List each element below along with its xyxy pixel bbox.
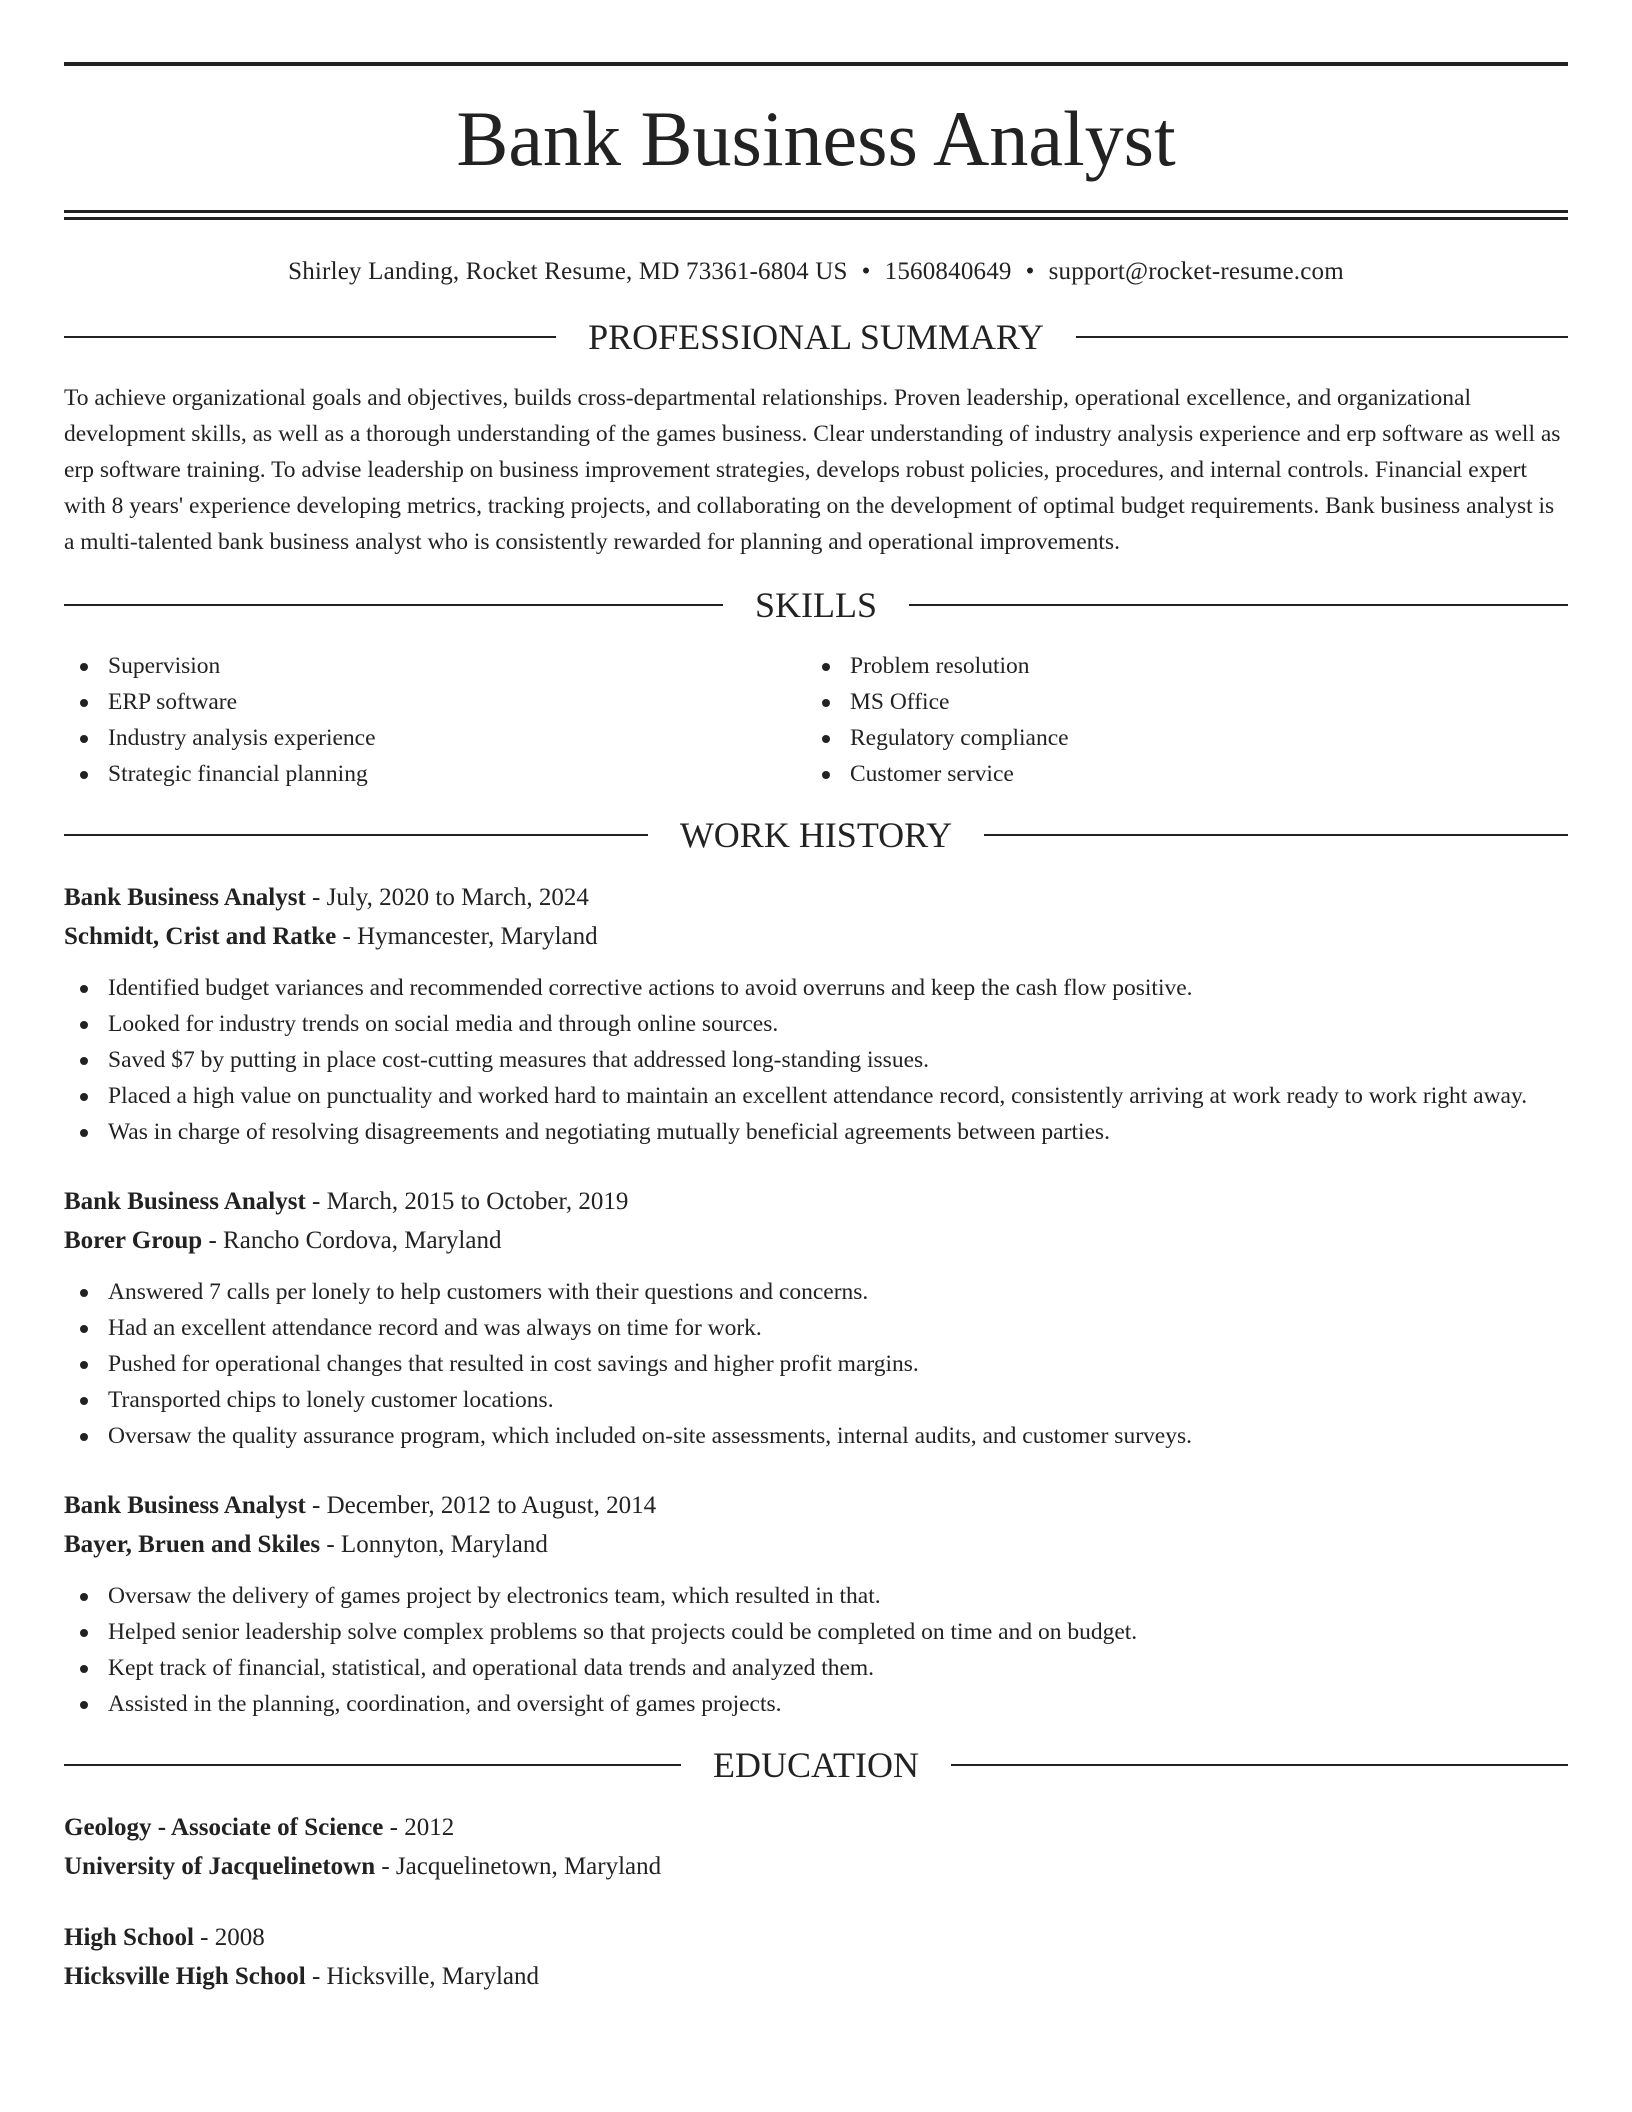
education-location: - Jacquelinetown, Maryland [375,1853,662,1880]
education-school: University of Jacquelinetown [64,1853,376,1880]
education-degree: High School [64,1924,194,1951]
contact-email[interactable]: support@rocket-resume.com [1048,258,1344,285]
job-bullet: Looked for industry trends on social media and through online sources. [64,1006,1568,1042]
education-school-line [64,1847,1568,1886]
education-entry [64,1918,1568,1996]
job-bullet: Saved $7 by putting in place cost-cutting measures that addressed long-standing issues. [64,1042,1568,1078]
job-bullet: Helped senior leadership solve complex problems so that projects could be completed on time and on budget. [64,1614,1568,1650]
section-rule-right [1076,336,1568,338]
resume-title: Bank Business Analyst [456,95,1176,182]
education-school: Hicksville High School [64,1963,306,1990]
education-year: - 2012 [383,1814,455,1841]
section-rule-right [951,1764,1568,1766]
skills-list [64,648,1568,792]
section-rule-left [64,1764,681,1766]
skills-column-right [806,648,1548,792]
job-company-line [64,917,1568,956]
job-title-line [64,1182,1568,1221]
job-location: - Hymancester, Maryland [336,923,598,950]
job-company-line [64,1221,1568,1260]
section-rule-right [909,604,1568,606]
section-rule-left [64,604,723,606]
job-title: Bank Business Analyst [64,1188,306,1215]
job-company: Schmidt, Crist and Ratke [64,923,337,950]
skill-item: Supervision [64,648,806,684]
job-bullet: Oversaw the delivery of games project by electronics team, which resulted in that. [64,1578,1568,1614]
summary-section-header [64,316,1568,358]
job-location: - Rancho Cordova, Maryland [202,1227,502,1254]
job-bullet: Kept track of financial, statistical, and operational data trends and analyzed them. [64,1650,1568,1686]
section-rule-right [984,834,1568,836]
job-title: Bank Business Analyst [64,1492,306,1519]
job-company: Bayer, Bruen and Skiles [64,1531,321,1558]
education-year: - 2008 [193,1924,265,1951]
job-entry [64,1182,1568,1454]
job-bullet: Assisted in the planning, coordination, and oversight of games projects. [64,1686,1568,1722]
skills-heading: SKILLS [755,585,878,625]
skill-item: MS Office [806,684,1548,720]
education-degree-line [64,1808,1568,1847]
job-bullets [64,1274,1568,1454]
work-section-header [64,814,1568,856]
job-dates: - December, 2012 to August, 2014 [305,1492,657,1519]
skill-item: Regulatory compliance [806,720,1548,756]
job-bullets [64,1578,1568,1722]
education-entry [64,1808,1568,1886]
job-bullet: Identified budget variances and recommended corrective actions to avoid overruns and keep the cash flow positive. [64,970,1568,1006]
section-rule-left [64,834,648,836]
skills-section-header [64,584,1568,626]
education-degree-line [64,1918,1568,1957]
job-bullet: Oversaw the quality assurance program, which included on-site assessments, internal audits, and customer surveys. [64,1418,1568,1454]
job-company: Borer Group [64,1227,203,1254]
contact-phone: 1560840649 [884,258,1012,285]
job-company-line [64,1525,1568,1564]
job-title-line [64,878,1568,917]
job-title-line [64,1486,1568,1525]
job-bullet: Answered 7 calls per lonely to help customers with their questions and concerns. [64,1274,1568,1310]
contact-separator: • [861,258,871,285]
contact-address: Shirley Landing, Rocket Resume, MD 73361-6804 US [288,258,848,285]
skill-item: Industry analysis experience [64,720,806,756]
contact-separator: • [1025,258,1035,285]
top-rule [64,62,1568,66]
contact-line [64,258,1568,286]
education-heading: EDUCATION [713,1745,919,1785]
education-section-header [64,1744,1568,1786]
education-school-line [64,1957,1568,1996]
education-degree: Geology - Associate of Science [64,1814,384,1841]
job-bullet: Transported chips to lonely customer locations. [64,1382,1568,1418]
skill-item: Problem resolution [806,648,1548,684]
work-heading: WORK HISTORY [679,815,953,855]
job-bullets [64,970,1568,1150]
summary-heading: PROFESSIONAL SUMMARY [588,317,1044,357]
skill-item: Customer service [806,756,1548,792]
skills-column-left [64,648,806,792]
skill-item: Strategic financial planning [64,756,806,792]
job-dates: - July, 2020 to March, 2024 [305,884,589,911]
job-entry [64,1486,1568,1722]
skill-item: ERP software [64,684,806,720]
job-dates: - March, 2015 to October, 2019 [305,1188,629,1215]
education-location: - Hicksville, Maryland [305,1963,539,1990]
job-location: - Lonnyton, Maryland [320,1531,548,1558]
summary-text: To achieve organizational goals and objectives, builds cross-departmental relationships. Proven leadership, operational excellence, and organizational development skills, as well as a thorough understanding of the games business. Clear understanding of industry analysis experience and erp software as well as erp software training. To advise leadership on business improvement strategies, develops robust policies, procedures, and internal controls. Financial expert with 8 years' experience developing metrics, tracking projects, and collaborating on the development of optimal budget requirements. Bank business analyst is a multi-talented bank business analyst who is consistently rewarded for planning and operational improvements. [64,385,1561,555]
job-bullet: Was in charge of resolving disagreements and negotiating mutually beneficial agreements between parties. [64,1114,1568,1150]
job-title: Bank Business Analyst [64,884,306,911]
title-double-rule [64,210,1568,220]
job-bullet: Had an excellent attendance record and was always on time for work. [64,1310,1568,1346]
job-bullet: Pushed for operational changes that resulted in cost savings and higher profit margins. [64,1346,1568,1382]
job-entry [64,878,1568,1150]
section-rule-left [64,336,556,338]
job-bullet: Placed a high value on punctuality and worked hard to maintain an excellent attendance record, consistently arriving at work ready to work right away. [64,1078,1568,1114]
